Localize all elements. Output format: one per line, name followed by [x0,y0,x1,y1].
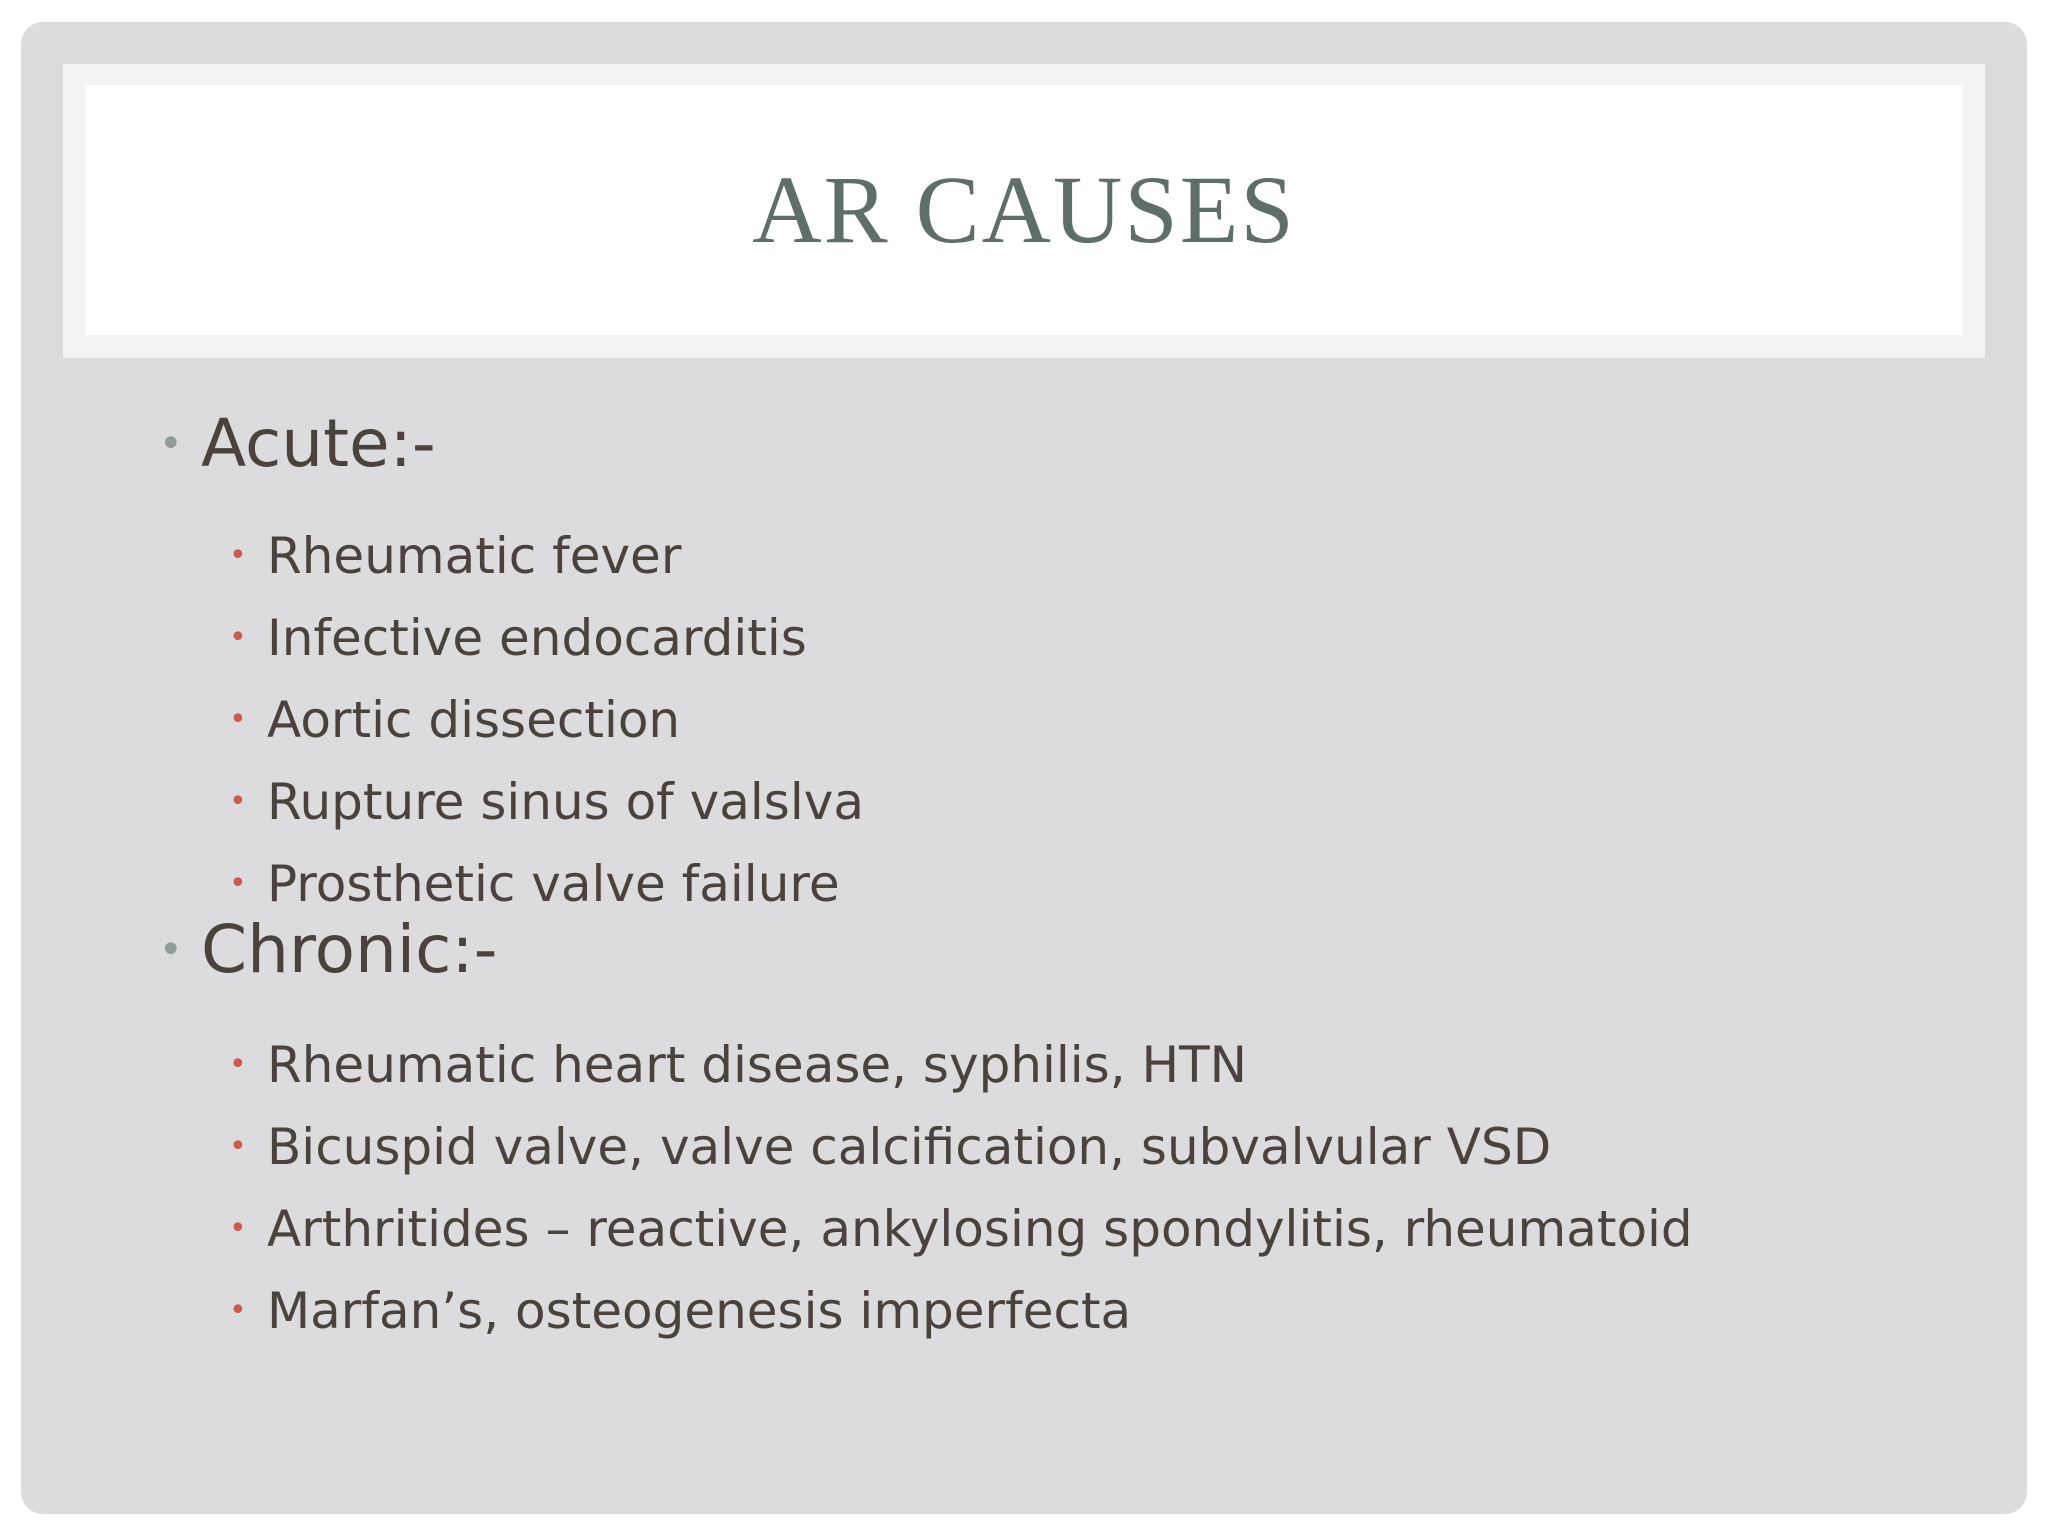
list-item-text: Infective endocarditis [267,609,807,667]
section-heading-label: Acute:- [201,405,436,482]
list-item [229,770,864,834]
bullet-icon: • [229,784,247,819]
bullet-icon: • [229,538,247,573]
list-item [229,606,807,670]
slide [21,22,2027,1514]
list-item-text: Rheumatic heart disease, syphilis, HTN [267,1036,1248,1094]
list-item [229,688,681,752]
bullet-icon: • [229,1047,247,1082]
section-heading-chronic [159,910,498,990]
bullet-icon: • [229,866,247,901]
bullet-icon: • [229,702,247,737]
list-item-text: Arthritides – reactive, ankylosing spondylitis, rheumatoid [267,1200,1693,1258]
section-heading-label: Chronic:- [201,911,498,988]
list-item [229,524,682,588]
list-item [229,1115,1552,1179]
list-item-text: Rheumatic fever [267,527,682,585]
slide-title: AR CAUSES [752,156,1296,263]
list-item-text: Rupture sinus of valslva [267,773,864,831]
list-item-text: Marfan’s, osteogenesis imperfecta [267,1282,1132,1340]
bullet-list [21,22,2027,1514]
list-item [229,1197,1693,1261]
bullet-icon: • [229,1211,247,1246]
bullet-icon: • [159,421,183,467]
bullet-icon: • [229,1129,247,1164]
list-item [229,1279,1132,1343]
list-item-text: Prosthetic valve failure [267,855,840,913]
bullet-icon: • [229,620,247,655]
list-item [229,852,840,916]
bullet-icon: • [229,1293,247,1328]
list-item-text: Bicuspid valve, valve calcification, subvalvular VSD [267,1118,1552,1176]
list-item [229,1033,1248,1097]
section-heading-acute [159,404,436,484]
list-item-text: Aortic dissection [267,691,681,749]
bullet-icon: • [159,927,183,973]
